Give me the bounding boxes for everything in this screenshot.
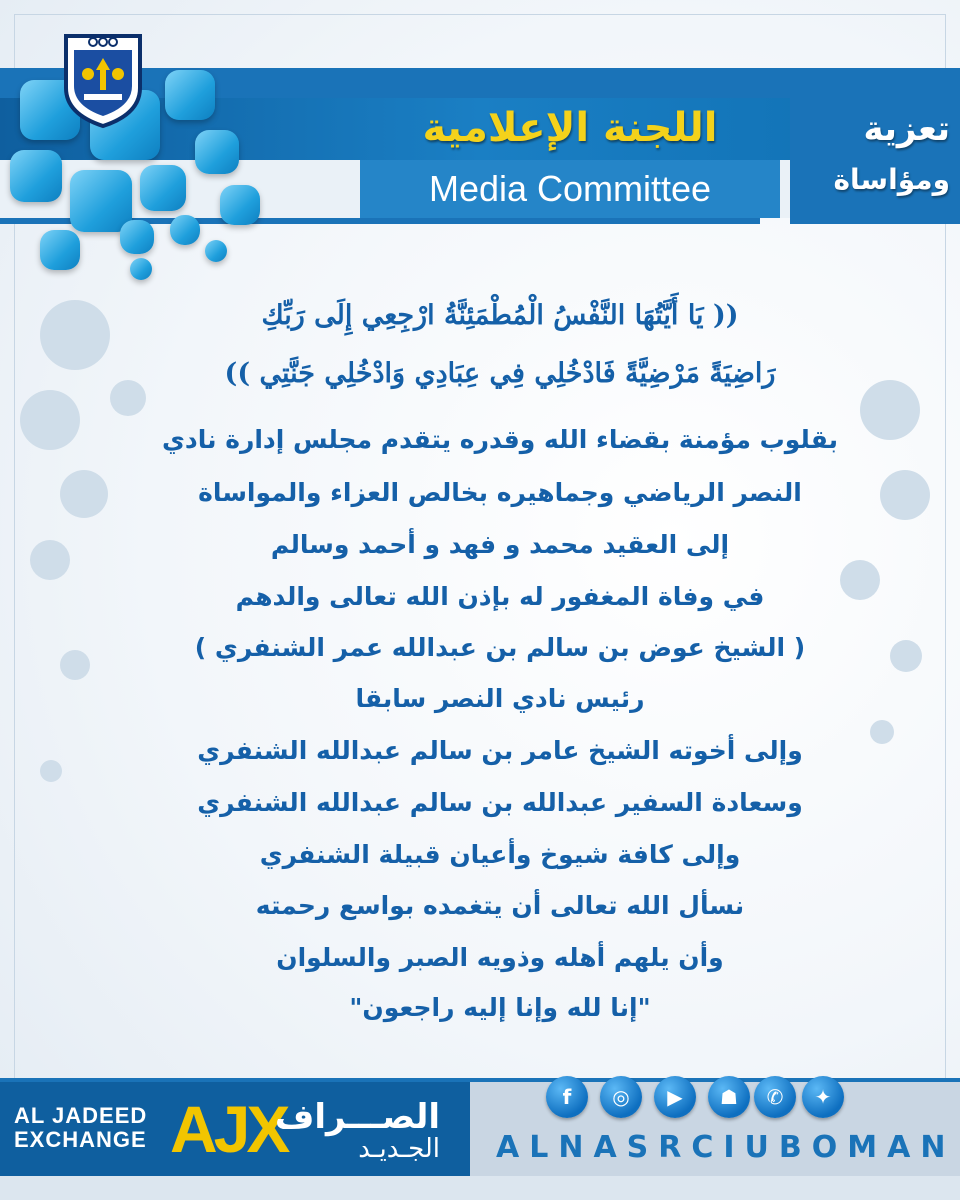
- message-line: في وفاة المغفور له بإذن الله تعالى والدهم: [235, 582, 765, 611]
- whatsapp-icon[interactable]: ✆: [754, 1076, 796, 1118]
- sponsor-logo: AJX: [170, 1092, 287, 1166]
- message-line: رئيس نادي النصر سابقا: [355, 684, 645, 713]
- social-handle: ALNASRCIUBOMAN: [496, 1130, 956, 1165]
- message-line: ( الشيخ عوض بن سالم بن عبدالله عمر الشنفري ): [194, 633, 806, 662]
- youtube-icon[interactable]: ▶: [654, 1076, 696, 1118]
- message-line: النصر الرياضي وجماهيره بخالص العزاء والمواساة: [198, 478, 802, 507]
- sponsor-name-arabic-line2: الجـديـد: [358, 1134, 440, 1164]
- verse-line-2: رَاضِيَةً مَرْضِيَّةً فَادْخُلِي فِي عِبَادِي وَادْخُلِي جَنَّتِي )): [224, 358, 776, 389]
- sponsor-name-english: [14, 1104, 174, 1152]
- instagram-icon[interactable]: ◎: [600, 1076, 642, 1118]
- sponsor-name-english-line1: AL JADEED: [14, 1103, 148, 1128]
- condolence-label-line2: ومؤاساة: [833, 163, 950, 196]
- message-line: بقلوب مؤمنة بقضاء الله وقدره يتقدم مجلس إدارة نادي: [161, 425, 839, 454]
- sponsor-name-english-line2: EXCHANGE: [14, 1127, 147, 1152]
- message-line: وإلى كافة شيوخ وأعيان قبيلة الشنفري: [259, 840, 741, 869]
- message-line: وسعادة السفير عبدالله بن سالم عبدالله الشنفري: [197, 788, 803, 817]
- condolence-label-line1: تعزية: [863, 109, 950, 149]
- verse-line-1: (( يَا أَيَّتُهَا النَّفْسُ الْمُطْمَئِنَّةُ ارْجِعِي إِلَى رَبِّكِ: [261, 300, 739, 331]
- snapchat-icon[interactable]: ☗: [708, 1076, 750, 1118]
- sponsor-name-arabic-line1: الصـــراف: [274, 1097, 440, 1137]
- committee-title-arabic: اللجنة الإعلامية: [422, 105, 718, 151]
- message-line: إلى العقيد محمد و فهد و أحمد وسالم: [270, 530, 730, 559]
- club-logo: [60, 30, 146, 130]
- message-line: وإلى أخوته الشيخ عامر بن سالم عبدالله الشنفري: [197, 736, 803, 765]
- facebook-icon[interactable]: f: [546, 1076, 588, 1118]
- twitter-icon[interactable]: ✦: [802, 1076, 844, 1118]
- message-line: "إنا لله وإنا إليه راجعون": [349, 993, 651, 1022]
- footer-bottom-strip: [0, 1176, 960, 1200]
- committee-title-english: Media Committee: [428, 168, 712, 209]
- message-line: وأن يلهم أهله وذويه الصبر والسلوان: [276, 943, 724, 972]
- message-line: نسأل الله تعالى أن يتغمده بواسع رحمته: [255, 891, 745, 920]
